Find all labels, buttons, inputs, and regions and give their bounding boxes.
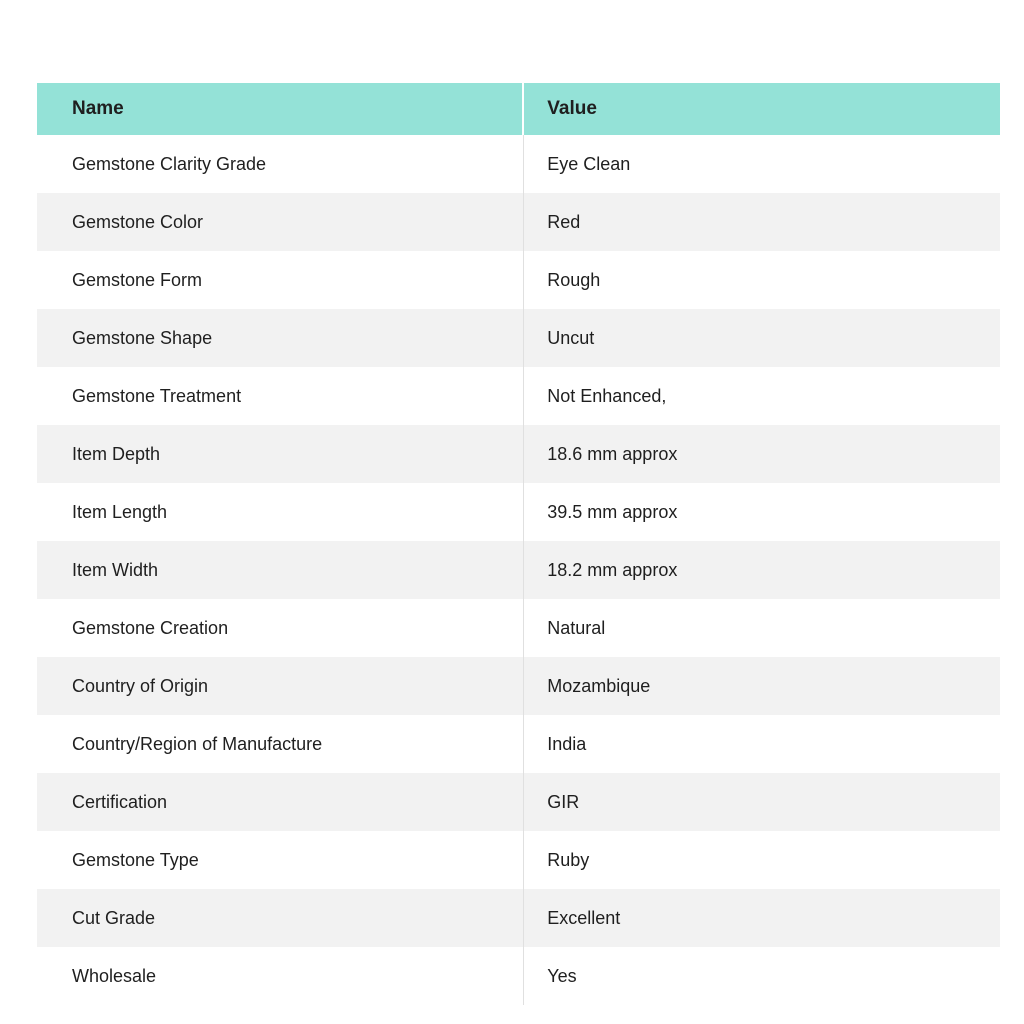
- row-name-cell: Cut Grade: [37, 889, 524, 947]
- table-row: [37, 715, 1000, 773]
- table-row: [37, 135, 1000, 193]
- table-row: [37, 773, 1000, 831]
- row-value-cell: Natural: [547, 617, 606, 638]
- table-row: [37, 889, 1000, 947]
- row-value-cell: 18.6 mm approx: [547, 443, 678, 464]
- row-value-cell: Ruby: [547, 849, 590, 870]
- row-value-cell: Red: [547, 211, 581, 232]
- row-name-cell: Country of Origin: [37, 657, 524, 715]
- table-row: [37, 193, 1000, 251]
- table-row: [37, 251, 1000, 309]
- row-value-cell: GIR: [547, 791, 580, 812]
- row-name-cell: Gemstone Color: [37, 193, 524, 251]
- table-body: [37, 135, 1000, 1005]
- row-value-cell: Excellent: [547, 907, 621, 928]
- table-row: [37, 425, 1000, 483]
- row-value-cell: Uncut: [547, 327, 595, 348]
- row-value-cell: Yes: [547, 965, 577, 986]
- table-row: [37, 599, 1000, 657]
- table-row: [37, 309, 1000, 367]
- row-value-cell: 18.2 mm approx: [547, 559, 678, 580]
- table-row: [37, 483, 1000, 541]
- table-row: [37, 367, 1000, 425]
- row-name-cell: Item Length: [37, 483, 524, 541]
- row-name-cell: Item Width: [37, 541, 524, 599]
- row-value-cell: Rough: [547, 269, 601, 290]
- row-value-cell: India: [547, 733, 587, 754]
- row-name-cell: Country/Region of Manufacture: [37, 715, 524, 773]
- table-row: [37, 831, 1000, 889]
- table-row: [37, 657, 1000, 715]
- row-name-cell: Gemstone Creation: [37, 599, 524, 657]
- table-row: [37, 947, 1000, 1005]
- row-name-cell: Gemstone Clarity Grade: [37, 135, 524, 193]
- row-name-cell: Item Depth: [37, 425, 524, 483]
- column-header-name: Name: [37, 83, 524, 135]
- table-header-row: [37, 83, 1000, 135]
- row-value-cell: Mozambique: [547, 675, 651, 696]
- row-name-cell: Gemstone Shape: [37, 309, 524, 367]
- row-name-cell: Certification: [37, 773, 524, 831]
- row-value-cell: 39.5 mm approx: [547, 501, 678, 522]
- row-name-cell: Gemstone Form: [37, 251, 524, 309]
- table-row: [37, 541, 1000, 599]
- row-name-cell: Gemstone Treatment: [37, 367, 524, 425]
- row-name-cell: Gemstone Type: [37, 831, 524, 889]
- column-header-value: Value: [547, 98, 597, 119]
- row-value-cell: Eye Clean: [547, 153, 631, 174]
- specs-table: [37, 83, 1000, 1005]
- row-name-cell: Wholesale: [37, 947, 524, 1005]
- row-value-cell: Not Enhanced,: [547, 385, 667, 406]
